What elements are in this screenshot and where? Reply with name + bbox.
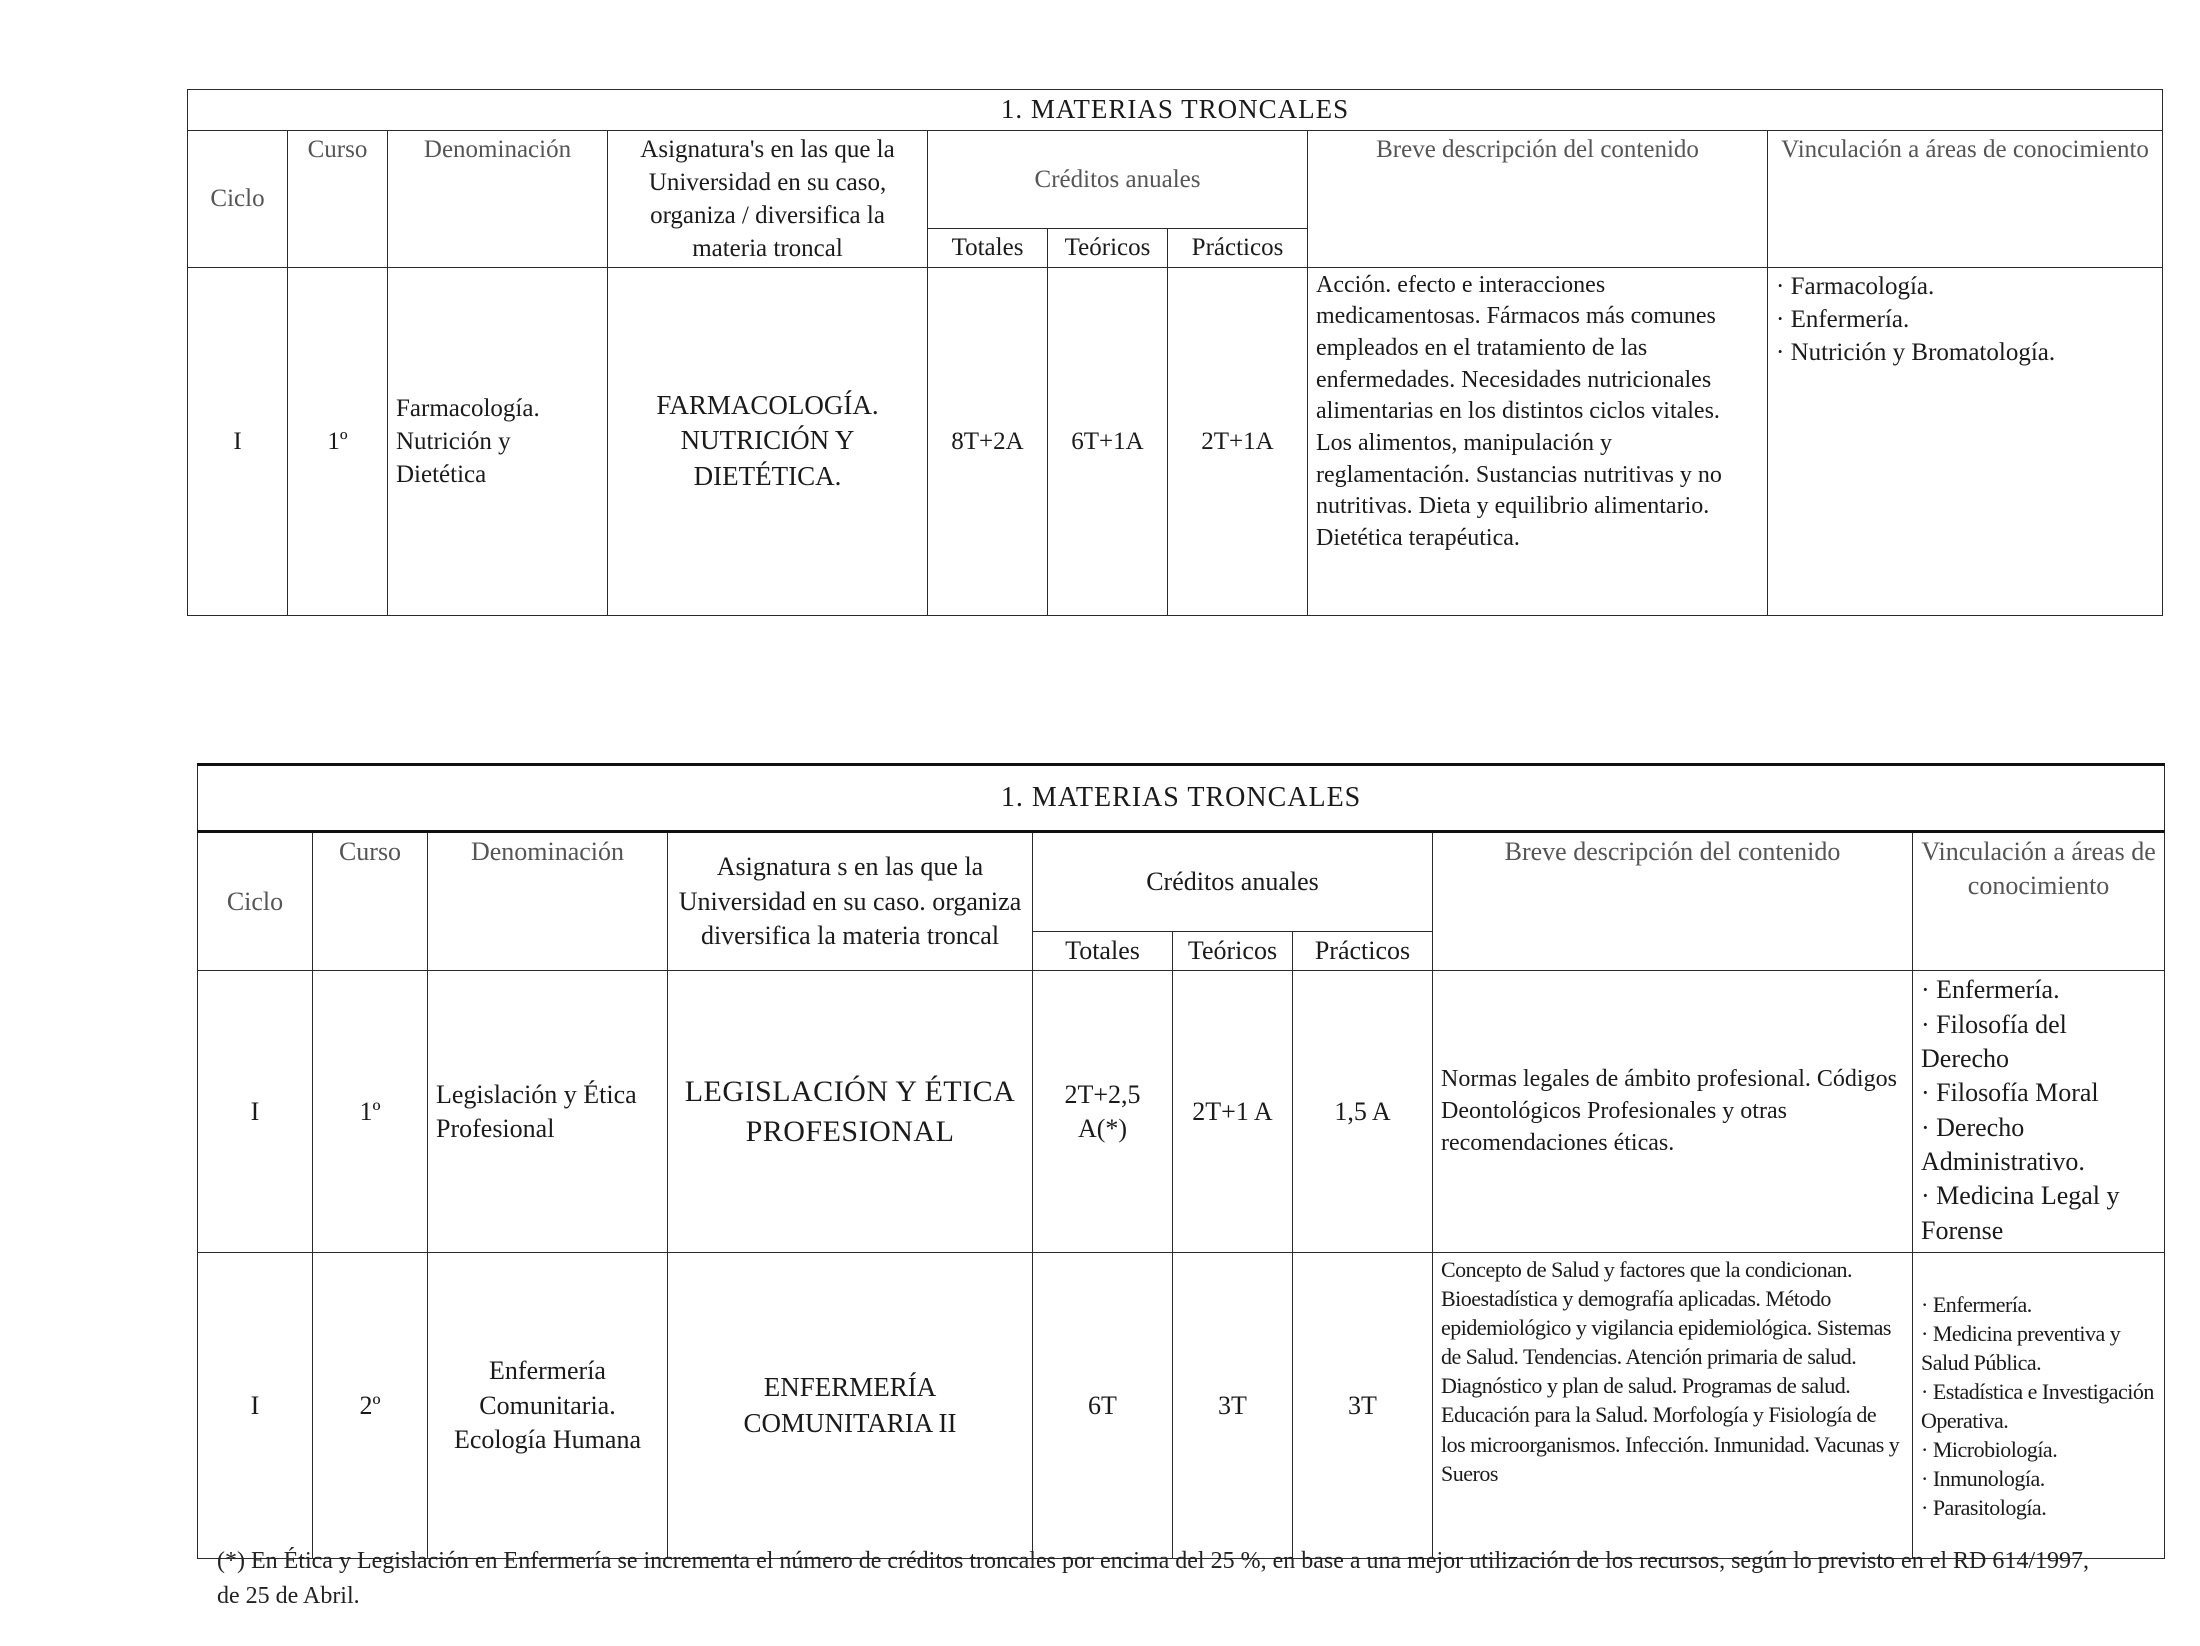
cell-asignatura: LEGISLACIÓN Y ÉTICA PROFESIONAL: [668, 971, 1033, 1253]
header-vinculacion: Vinculación a áreas de conocimiento: [1768, 130, 2163, 267]
header-totales: Totales: [928, 229, 1048, 267]
cell-asignatura: FARMACOLOGÍA. NUTRICIÓN Y DIETÉTICA.: [608, 267, 928, 615]
list-item: · Filosofía del Derecho: [1921, 1009, 2067, 1073]
materias-troncales-table-1: [187, 89, 2163, 616]
header-asignatura: Asignatura's en las que la Universidad en su caso, organiza / diversifica la materia troncal: [608, 130, 928, 267]
table-row: [188, 267, 2163, 615]
header-descripcion: Breve descripción del contenido: [1433, 832, 1913, 971]
vinculacion-list: [1776, 270, 2154, 369]
header-totales: Totales: [1033, 932, 1173, 971]
header-asignatura: Asignatura s en las que la Universidad en su caso. organiza diversifica la materia troncal: [668, 832, 1033, 971]
cell-practicos: 2T+1A: [1168, 267, 1308, 615]
cell-curso: 1º: [313, 971, 428, 1253]
cell-curso: 2º: [313, 1253, 428, 1559]
cell-curso: 1º: [288, 267, 388, 615]
list-item: · Enfermería.: [1776, 305, 1910, 333]
footnote: (*) En Ética y Legislación en Enfermería se incrementa el número de créditos troncales por encima del 25 %, en base a una mejor utilización de los recursos, según lo previsto en el RD 614/1997, de 25 de Abril.: [217, 1548, 2090, 1609]
cell-descripcion: Acción. efecto e interacciones medicamentosas. Fármacos más comunes empleados en el tratamiento de las enfermedades. Necesidades nutricionales alimentarias en los distintos ciclos vitales. Los alimentos, manipulación y reglamentación. Sustancias nutritivas y no nutritivas. Dieta y equilibrio alimentario. Dietética terapéutica.: [1308, 267, 1768, 615]
cell-ciclo: I: [198, 1253, 313, 1559]
list-item: · Medicina Legal y Forense: [1921, 1181, 2120, 1245]
cell-totales: 2T+2,5 A(*): [1033, 971, 1173, 1253]
cell-descripcion: Concepto de Salud y factores que la condicionan. Bioestadística y demografía aplicadas. Método epidemiológico y vigilancia epidemiológica. Sistemas de Salud. Tendencias. Atención primaria de salud. Diagnóstico y plan de salud. Programas de salud. Educación para la Salud. Morfología y Fisiología de los microorganismos. Infección. Inmunidad. Vacunas y Sueros: [1433, 1253, 1913, 1559]
header-descripcion: Breve descripción del contenido: [1308, 130, 1768, 267]
list-item: · Inmunología.: [1921, 1465, 2045, 1491]
cell-practicos: 1,5 A: [1293, 971, 1433, 1253]
cell-vinculacion: [1913, 971, 2165, 1253]
cell-totales: 6T: [1033, 1253, 1173, 1559]
header-teoricos: Teóricos: [1173, 932, 1293, 971]
cell-teoricos: 2T+1 A: [1173, 971, 1293, 1253]
cell-denominacion: Farmacología. Nutrición y Dietética: [388, 267, 608, 615]
table-title: 1. MATERIAS TRONCALES: [198, 765, 2165, 832]
header-curso: Curso: [313, 832, 428, 971]
cell-teoricos: 6T+1A: [1048, 267, 1168, 615]
cell-asignatura: ENFERMERÍA COMUNITARIA II: [668, 1253, 1033, 1559]
list-item: · Farmacología.: [1776, 272, 1935, 300]
cell-denominacion: Legislación y Ética Profesional: [428, 971, 668, 1253]
vinculacion-list: [1921, 973, 2156, 1248]
list-item: · Enfermería.: [1921, 1291, 2032, 1317]
header-teoricos: Teóricos: [1048, 229, 1168, 267]
header-practicos: Prácticos: [1293, 932, 1433, 971]
header-vinculacion: Vinculación a áreas de conocimiento: [1913, 832, 2165, 971]
list-item: · Enfermería.: [1921, 975, 2060, 1005]
header-denominacion: Denominación: [428, 832, 668, 971]
header-curso: Curso: [288, 130, 388, 267]
list-item: · Estadística e Investigación Operativa.: [1921, 1378, 2154, 1433]
vinculacion-list: [1921, 1290, 2156, 1522]
cell-denominacion: Enfermería Comunitaria. Ecología Humana: [428, 1253, 668, 1559]
cell-descripcion: Normas legales de ámbito profesional. Códigos Deontológicos Profesionales y otras recomendaciones éticas.: [1433, 971, 1913, 1253]
list-item: · Medicina preventiva y Salud Pública.: [1921, 1320, 2121, 1375]
list-item: · Parasitología.: [1921, 1494, 2047, 1520]
list-item: · Microbiología.: [1921, 1436, 2058, 1462]
cell-teoricos: 3T: [1173, 1253, 1293, 1559]
cell-totales: 8T+2A: [928, 267, 1048, 615]
header-ciclo: Ciclo: [198, 832, 313, 971]
list-item: · Filosofía Moral: [1921, 1078, 2099, 1108]
list-item: · Nutrición y Bromatología.: [1776, 338, 2056, 366]
table-row: [198, 971, 2165, 1253]
table-title: 1. MATERIAS TRONCALES: [188, 90, 2163, 131]
cell-vinculacion: [1768, 267, 2163, 615]
cell-practicos: 3T: [1293, 1253, 1433, 1559]
materias-troncales-table-2: [197, 763, 2165, 1559]
header-creditos-anuales: Créditos anuales: [1033, 832, 1433, 932]
table-row: [198, 1253, 2165, 1559]
list-item: · Derecho Administrativo.: [1921, 1112, 2085, 1176]
cell-ciclo: I: [198, 971, 313, 1253]
cell-ciclo: I: [188, 267, 288, 615]
header-ciclo: Ciclo: [188, 130, 288, 267]
header-creditos-anuales: Créditos anuales: [928, 130, 1308, 229]
header-practicos: Prácticos: [1168, 229, 1308, 267]
header-denominacion: Denominación: [388, 130, 608, 267]
cell-vinculacion: [1913, 1253, 2165, 1559]
